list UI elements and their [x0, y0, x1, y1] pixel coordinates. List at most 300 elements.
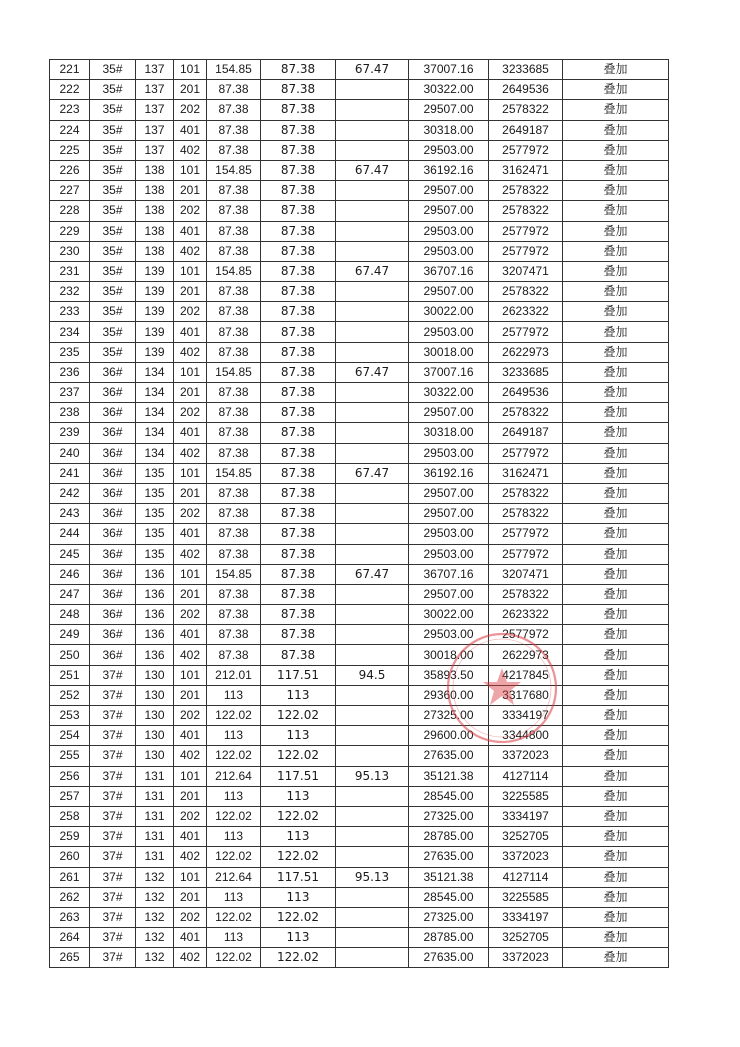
building-cell: 36#	[90, 544, 136, 564]
building-cell: 37#	[90, 847, 136, 867]
inner-area-cell: 87.38	[261, 483, 336, 503]
inner-area-cell: 87.38	[261, 342, 336, 362]
building-cell: 35#	[90, 181, 136, 201]
total-price-cell: 2578322	[489, 483, 563, 503]
inner-area-cell: 117.51	[261, 766, 336, 786]
unit-cell: 136	[136, 584, 174, 604]
row-number-cell: 229	[50, 221, 90, 241]
inner-area-cell: 122.02	[261, 806, 336, 826]
room-cell: 202	[174, 302, 207, 322]
building-area-cell: 87.38	[207, 625, 261, 645]
note-cell: 叠加	[563, 544, 669, 564]
unit-cell: 137	[136, 60, 174, 80]
inner-area-cell: 87.38	[261, 160, 336, 180]
note-cell: 叠加	[563, 80, 669, 100]
unit-cell: 137	[136, 100, 174, 120]
building-area-cell: 87.38	[207, 181, 261, 201]
shared-area-cell	[336, 120, 409, 140]
building-area-cell: 87.38	[207, 80, 261, 100]
room-cell: 401	[174, 423, 207, 443]
note-cell: 叠加	[563, 665, 669, 685]
room-cell: 402	[174, 746, 207, 766]
inner-area-cell: 87.38	[261, 463, 336, 483]
unit-price-cell: 35121.38	[409, 766, 489, 786]
shared-area-cell	[336, 847, 409, 867]
building-cell: 36#	[90, 463, 136, 483]
table-row	[50, 100, 669, 120]
row-number-cell: 228	[50, 201, 90, 221]
table-row	[50, 867, 669, 887]
note-cell: 叠加	[563, 221, 669, 241]
note-cell: 叠加	[563, 504, 669, 524]
inner-area-cell: 113	[261, 685, 336, 705]
unit-cell: 136	[136, 625, 174, 645]
building-area-cell: 154.85	[207, 564, 261, 584]
note-cell: 叠加	[563, 948, 669, 968]
unit-price-cell: 35893.50	[409, 665, 489, 685]
shared-area-cell	[336, 605, 409, 625]
row-number-cell: 238	[50, 403, 90, 423]
shared-area-cell	[336, 100, 409, 120]
row-number-cell: 254	[50, 726, 90, 746]
row-number-cell: 230	[50, 241, 90, 261]
note-cell: 叠加	[563, 887, 669, 907]
building-area-cell: 113	[207, 887, 261, 907]
total-price-cell: 4217845	[489, 665, 563, 685]
note-cell: 叠加	[563, 403, 669, 423]
table-row	[50, 160, 669, 180]
inner-area-cell: 87.38	[261, 80, 336, 100]
table-row	[50, 645, 669, 665]
total-price-cell: 2577972	[489, 625, 563, 645]
table-row	[50, 786, 669, 806]
unit-price-cell: 35121.38	[409, 867, 489, 887]
room-cell: 201	[174, 80, 207, 100]
unit-cell: 134	[136, 362, 174, 382]
total-price-cell: 2577972	[489, 544, 563, 564]
building-area-cell: 87.38	[207, 120, 261, 140]
note-cell: 叠加	[563, 201, 669, 221]
table-row	[50, 261, 669, 281]
note-cell: 叠加	[563, 766, 669, 786]
unit-price-cell: 30018.00	[409, 645, 489, 665]
note-cell: 叠加	[563, 483, 669, 503]
building-area-cell: 87.38	[207, 100, 261, 120]
room-cell: 202	[174, 100, 207, 120]
table-row	[50, 847, 669, 867]
shared-area-cell	[336, 241, 409, 261]
room-cell: 201	[174, 383, 207, 403]
table-row	[50, 706, 669, 726]
shared-area-cell	[336, 140, 409, 160]
unit-cell: 134	[136, 383, 174, 403]
shared-area-cell	[336, 221, 409, 241]
table-row	[50, 282, 669, 302]
unit-cell: 131	[136, 786, 174, 806]
unit-cell: 135	[136, 463, 174, 483]
room-cell: 401	[174, 726, 207, 746]
building-cell: 35#	[90, 80, 136, 100]
shared-area-cell	[336, 342, 409, 362]
note-cell: 叠加	[563, 463, 669, 483]
row-number-cell: 255	[50, 746, 90, 766]
unit-price-cell: 30322.00	[409, 80, 489, 100]
building-area-cell: 87.38	[207, 140, 261, 160]
note-cell: 叠加	[563, 60, 669, 80]
row-number-cell: 244	[50, 524, 90, 544]
total-price-cell: 2649187	[489, 120, 563, 140]
unit-cell: 132	[136, 907, 174, 927]
unit-price-cell: 27635.00	[409, 847, 489, 867]
building-cell: 35#	[90, 60, 136, 80]
total-price-cell: 3317680	[489, 685, 563, 705]
building-cell: 36#	[90, 483, 136, 503]
row-number-cell: 223	[50, 100, 90, 120]
table-row	[50, 120, 669, 140]
building-area-cell: 122.02	[207, 806, 261, 826]
unit-cell: 132	[136, 887, 174, 907]
row-number-cell: 253	[50, 706, 90, 726]
building-cell: 35#	[90, 342, 136, 362]
inner-area-cell: 87.38	[261, 645, 336, 665]
table-row	[50, 423, 669, 443]
unit-price-cell: 29360.00	[409, 685, 489, 705]
note-cell: 叠加	[563, 282, 669, 302]
inner-area-cell: 87.38	[261, 403, 336, 423]
shared-area-cell	[336, 625, 409, 645]
building-cell: 36#	[90, 524, 136, 544]
building-area-cell: 87.38	[207, 584, 261, 604]
row-number-cell: 231	[50, 261, 90, 281]
unit-price-cell: 29503.00	[409, 443, 489, 463]
building-area-cell: 87.38	[207, 423, 261, 443]
building-area-cell: 154.85	[207, 362, 261, 382]
note-cell: 叠加	[563, 524, 669, 544]
shared-area-cell	[336, 726, 409, 746]
room-cell: 202	[174, 403, 207, 423]
building-cell: 37#	[90, 907, 136, 927]
building-cell: 37#	[90, 827, 136, 847]
shared-area-cell: 94.5	[336, 665, 409, 685]
price-table	[49, 59, 669, 968]
unit-price-cell: 36192.16	[409, 463, 489, 483]
unit-price-cell: 29503.00	[409, 140, 489, 160]
row-number-cell: 221	[50, 60, 90, 80]
total-price-cell: 2623322	[489, 605, 563, 625]
unit-cell: 137	[136, 80, 174, 100]
room-cell: 201	[174, 887, 207, 907]
note-cell: 叠加	[563, 625, 669, 645]
table-row	[50, 383, 669, 403]
shared-area-cell	[336, 282, 409, 302]
row-number-cell: 235	[50, 342, 90, 362]
total-price-cell: 3372023	[489, 948, 563, 968]
total-price-cell: 2649536	[489, 80, 563, 100]
inner-area-cell: 87.38	[261, 544, 336, 564]
unit-cell: 132	[136, 867, 174, 887]
shared-area-cell	[336, 806, 409, 826]
unit-price-cell: 29503.00	[409, 625, 489, 645]
shared-area-cell	[336, 483, 409, 503]
shared-area-cell	[336, 403, 409, 423]
unit-price-cell: 29507.00	[409, 403, 489, 423]
unit-cell: 130	[136, 685, 174, 705]
unit-cell: 138	[136, 221, 174, 241]
building-cell: 35#	[90, 100, 136, 120]
room-cell: 401	[174, 322, 207, 342]
table-row	[50, 907, 669, 927]
unit-cell: 139	[136, 302, 174, 322]
note-cell: 叠加	[563, 746, 669, 766]
row-number-cell: 236	[50, 362, 90, 382]
inner-area-cell: 87.38	[261, 302, 336, 322]
shared-area-cell	[336, 524, 409, 544]
row-number-cell: 263	[50, 907, 90, 927]
table-row	[50, 928, 669, 948]
room-cell: 202	[174, 706, 207, 726]
table-row	[50, 60, 669, 80]
table-row	[50, 806, 669, 826]
table-row	[50, 766, 669, 786]
building-cell: 35#	[90, 261, 136, 281]
room-cell: 402	[174, 847, 207, 867]
building-area-cell: 87.38	[207, 241, 261, 261]
building-cell: 35#	[90, 201, 136, 221]
note-cell: 叠加	[563, 726, 669, 746]
shared-area-cell	[336, 504, 409, 524]
unit-price-cell: 29507.00	[409, 201, 489, 221]
building-area-cell: 122.02	[207, 746, 261, 766]
room-cell: 401	[174, 524, 207, 544]
row-number-cell: 227	[50, 181, 90, 201]
unit-price-cell: 29507.00	[409, 483, 489, 503]
room-cell: 202	[174, 504, 207, 524]
total-price-cell: 3225585	[489, 887, 563, 907]
note-cell: 叠加	[563, 706, 669, 726]
room-cell: 402	[174, 140, 207, 160]
total-price-cell: 2577972	[489, 524, 563, 544]
row-number-cell: 234	[50, 322, 90, 342]
unit-price-cell: 30022.00	[409, 605, 489, 625]
building-cell: 36#	[90, 645, 136, 665]
total-price-cell: 2578322	[489, 403, 563, 423]
unit-price-cell: 27325.00	[409, 907, 489, 927]
building-cell: 35#	[90, 221, 136, 241]
table-row	[50, 181, 669, 201]
room-cell: 101	[174, 60, 207, 80]
room-cell: 101	[174, 160, 207, 180]
total-price-cell: 2577972	[489, 443, 563, 463]
note-cell: 叠加	[563, 806, 669, 826]
inner-area-cell: 87.38	[261, 564, 336, 584]
building-cell: 37#	[90, 665, 136, 685]
shared-area-cell: 67.47	[336, 261, 409, 281]
building-area-cell: 212.01	[207, 665, 261, 685]
table-row	[50, 302, 669, 322]
total-price-cell: 2578322	[489, 100, 563, 120]
table-row	[50, 362, 669, 382]
table-row	[50, 564, 669, 584]
room-cell: 401	[174, 827, 207, 847]
shared-area-cell	[336, 383, 409, 403]
room-cell: 402	[174, 948, 207, 968]
shared-area-cell	[336, 80, 409, 100]
row-number-cell: 264	[50, 928, 90, 948]
unit-cell: 136	[136, 564, 174, 584]
room-cell: 401	[174, 625, 207, 645]
table-row	[50, 625, 669, 645]
inner-area-cell: 87.38	[261, 140, 336, 160]
unit-price-cell: 27635.00	[409, 746, 489, 766]
inner-area-cell: 113	[261, 887, 336, 907]
unit-price-cell: 28785.00	[409, 928, 489, 948]
building-cell: 37#	[90, 685, 136, 705]
note-cell: 叠加	[563, 383, 669, 403]
unit-price-cell: 27325.00	[409, 706, 489, 726]
unit-cell: 131	[136, 827, 174, 847]
building-cell: 36#	[90, 605, 136, 625]
shared-area-cell	[336, 827, 409, 847]
unit-price-cell: 36707.16	[409, 261, 489, 281]
shared-area-cell	[336, 645, 409, 665]
inner-area-cell: 87.38	[261, 383, 336, 403]
building-cell: 37#	[90, 766, 136, 786]
shared-area-cell: 67.47	[336, 160, 409, 180]
row-number-cell: 252	[50, 685, 90, 705]
building-cell: 36#	[90, 564, 136, 584]
unit-cell: 139	[136, 261, 174, 281]
total-price-cell: 2578322	[489, 181, 563, 201]
inner-area-cell: 113	[261, 786, 336, 806]
inner-area-cell: 113	[261, 827, 336, 847]
total-price-cell: 2649536	[489, 383, 563, 403]
unit-price-cell: 28785.00	[409, 827, 489, 847]
unit-cell: 130	[136, 706, 174, 726]
unit-cell: 134	[136, 443, 174, 463]
building-cell: 37#	[90, 887, 136, 907]
building-area-cell: 113	[207, 726, 261, 746]
unit-price-cell: 30318.00	[409, 423, 489, 443]
row-number-cell: 237	[50, 383, 90, 403]
unit-price-cell: 27325.00	[409, 806, 489, 826]
row-number-cell: 242	[50, 483, 90, 503]
building-area-cell: 122.02	[207, 907, 261, 927]
room-cell: 402	[174, 443, 207, 463]
room-cell: 101	[174, 766, 207, 786]
inner-area-cell: 87.38	[261, 584, 336, 604]
unit-price-cell: 30318.00	[409, 120, 489, 140]
total-price-cell: 4127114	[489, 766, 563, 786]
row-number-cell: 232	[50, 282, 90, 302]
building-cell: 36#	[90, 362, 136, 382]
unit-price-cell: 29507.00	[409, 100, 489, 120]
total-price-cell: 2578322	[489, 584, 563, 604]
total-price-cell: 3162471	[489, 160, 563, 180]
room-cell: 201	[174, 483, 207, 503]
table-row	[50, 80, 669, 100]
table-row	[50, 201, 669, 221]
shared-area-cell	[336, 746, 409, 766]
room-cell: 402	[174, 544, 207, 564]
building-area-cell: 87.38	[207, 342, 261, 362]
total-price-cell: 2577972	[489, 140, 563, 160]
note-cell: 叠加	[563, 100, 669, 120]
shared-area-cell	[336, 423, 409, 443]
room-cell: 101	[174, 362, 207, 382]
unit-cell: 135	[136, 483, 174, 503]
room-cell: 201	[174, 685, 207, 705]
building-area-cell: 87.38	[207, 201, 261, 221]
unit-cell: 131	[136, 806, 174, 826]
total-price-cell: 4127114	[489, 867, 563, 887]
room-cell: 401	[174, 221, 207, 241]
unit-cell: 138	[136, 160, 174, 180]
inner-area-cell: 122.02	[261, 948, 336, 968]
row-number-cell: 247	[50, 584, 90, 604]
building-cell: 36#	[90, 504, 136, 524]
inner-area-cell: 87.38	[261, 322, 336, 342]
building-area-cell: 113	[207, 827, 261, 847]
table-row	[50, 584, 669, 604]
total-price-cell: 2622973	[489, 645, 563, 665]
building-cell: 36#	[90, 625, 136, 645]
building-area-cell: 87.38	[207, 504, 261, 524]
shared-area-cell: 95.13	[336, 867, 409, 887]
row-number-cell: 258	[50, 806, 90, 826]
shared-area-cell	[336, 907, 409, 927]
table-row	[50, 322, 669, 342]
inner-area-cell: 87.38	[261, 625, 336, 645]
unit-cell: 138	[136, 181, 174, 201]
note-cell: 叠加	[563, 584, 669, 604]
building-cell: 35#	[90, 160, 136, 180]
unit-price-cell: 37007.16	[409, 362, 489, 382]
unit-price-cell: 37007.16	[409, 60, 489, 80]
note-cell: 叠加	[563, 827, 669, 847]
unit-cell: 130	[136, 726, 174, 746]
room-cell: 201	[174, 786, 207, 806]
unit-price-cell: 29600.00	[409, 726, 489, 746]
building-area-cell: 122.02	[207, 948, 261, 968]
inner-area-cell: 122.02	[261, 746, 336, 766]
building-cell: 37#	[90, 948, 136, 968]
room-cell: 202	[174, 907, 207, 927]
room-cell: 202	[174, 806, 207, 826]
unit-cell: 137	[136, 140, 174, 160]
shared-area-cell	[336, 544, 409, 564]
unit-price-cell: 29507.00	[409, 181, 489, 201]
total-price-cell: 2578322	[489, 282, 563, 302]
inner-area-cell: 113	[261, 928, 336, 948]
row-number-cell: 240	[50, 443, 90, 463]
inner-area-cell: 87.38	[261, 443, 336, 463]
total-price-cell: 3233685	[489, 362, 563, 382]
total-price-cell: 3372023	[489, 847, 563, 867]
building-cell: 36#	[90, 423, 136, 443]
total-price-cell: 3207471	[489, 564, 563, 584]
inner-area-cell: 87.38	[261, 120, 336, 140]
building-cell: 37#	[90, 928, 136, 948]
building-area-cell: 113	[207, 786, 261, 806]
shared-area-cell	[336, 887, 409, 907]
building-cell: 35#	[90, 322, 136, 342]
note-cell: 叠加	[563, 564, 669, 584]
row-number-cell: 239	[50, 423, 90, 443]
unit-cell: 135	[136, 544, 174, 564]
building-area-cell: 122.02	[207, 847, 261, 867]
note-cell: 叠加	[563, 241, 669, 261]
building-cell: 37#	[90, 746, 136, 766]
